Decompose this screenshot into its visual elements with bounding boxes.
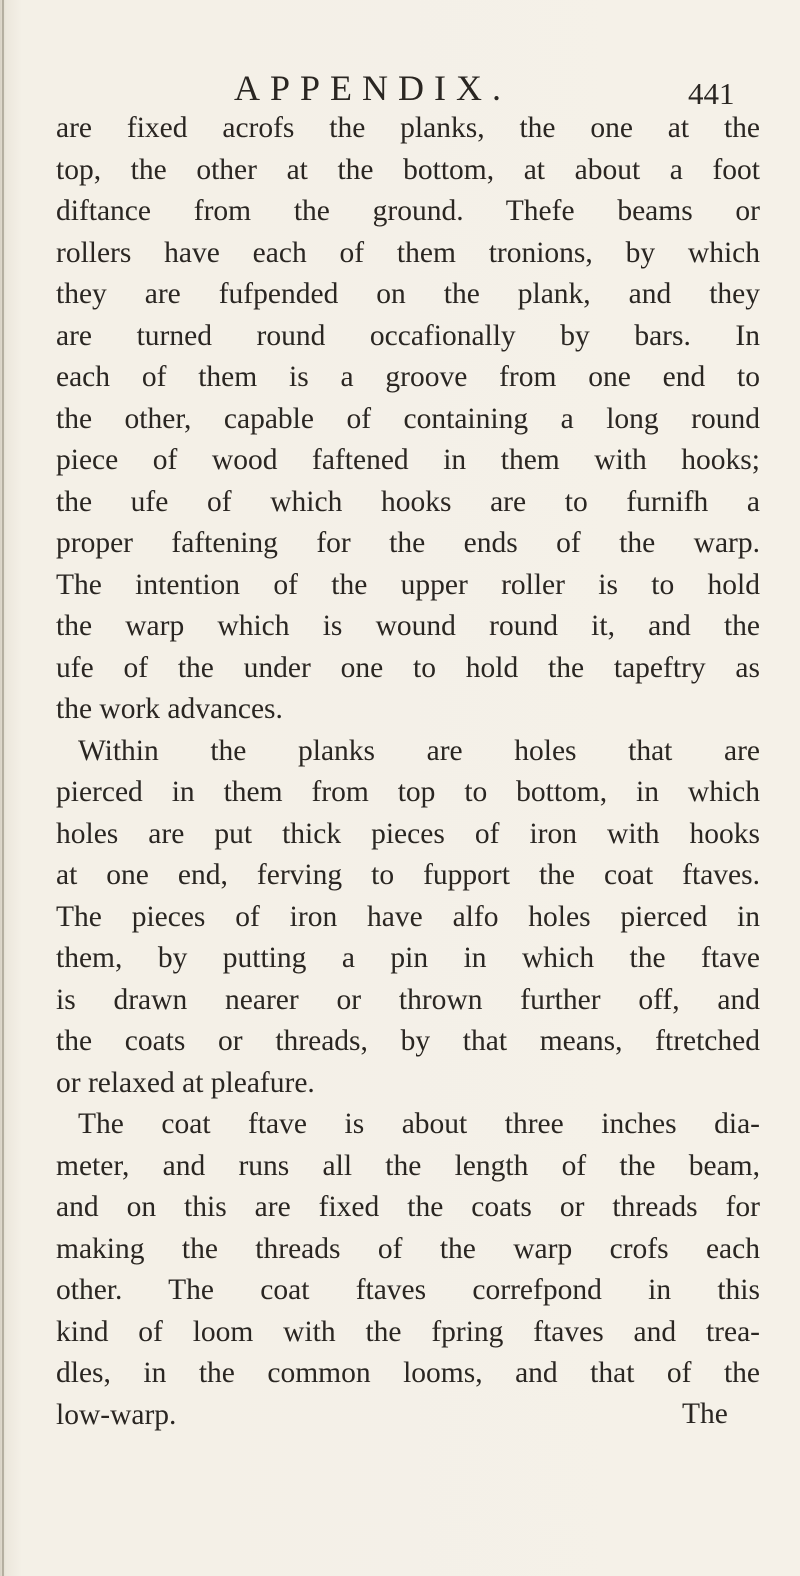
text-line: are turned round occafionally by bars. In [56,319,760,352]
text-line: at one end, ferving to fupport the coat ftaves. [56,859,760,891]
text-line: the work advances. [56,693,283,725]
text-line: and on this are fixed the coats or threads for [56,1191,760,1223]
text-line: The intention of the upper roller is to hold [56,568,760,601]
text-line: the coats or threads, by that means, ftretched [56,1025,760,1057]
text-line: meter, and runs all the length of the beam, [56,1149,760,1182]
page-header [0,64,800,112]
text-line: they are fufpended on the plank, and they [56,278,760,310]
text-line: ufe of the under one to hold the tapeftry as [56,651,760,684]
text-line: piece of wood faftened in them with hooks; [56,444,760,476]
text-line: kind of loom with the fpring ftaves and trea- [56,1315,760,1348]
text-line: dles, in the common looms, and that of the [56,1357,760,1389]
text-line: The coat ftave is about three inches dia- [78,1108,760,1140]
text-line: rollers have each of them tronions, by which [56,236,760,269]
text-line: or relaxed at pleafure. [56,1066,315,1099]
body-text [56,108,760,1436]
text-line: other. The coat ftaves correfpond in this [56,1274,760,1306]
catchword: The [682,1398,728,1430]
text-line: the other, capable of containing a long round [56,402,760,435]
text-line: proper faftening for the ends of the warp. [56,527,760,559]
text-line: are fixed acrofs the planks, the one at the [56,112,760,144]
page-gutter-edge [2,0,4,1576]
text-line: Within the planks are holes that are [78,734,760,767]
text-line: low-warp. [56,1398,177,1431]
text-line: each of them is a groove from one end to [56,361,760,393]
text-line: The pieces of iron have alfo holes pierced in [56,900,760,933]
text-line: the ufe of which hooks are to furnifh a [56,485,760,518]
text-line: making the threads of the warp crofs each [56,1232,760,1265]
text-line: is drawn nearer or thrown further off, and [56,983,760,1016]
text-line: top, the other at the bottom, at about a foot [56,153,760,186]
text-line: the warp which is wound round it, and the [56,610,760,642]
text-line: them, by putting a pin in which the ftave [56,942,760,974]
text-line: diftance from the ground. Thefe beams or [56,195,760,227]
running-head: APPENDIX. [234,68,512,108]
text-line: holes are put thick pieces of iron with hooks [56,817,760,850]
text-line: pierced in them from top to bottom, in which [56,776,760,808]
page-number: 441 [688,76,735,111]
